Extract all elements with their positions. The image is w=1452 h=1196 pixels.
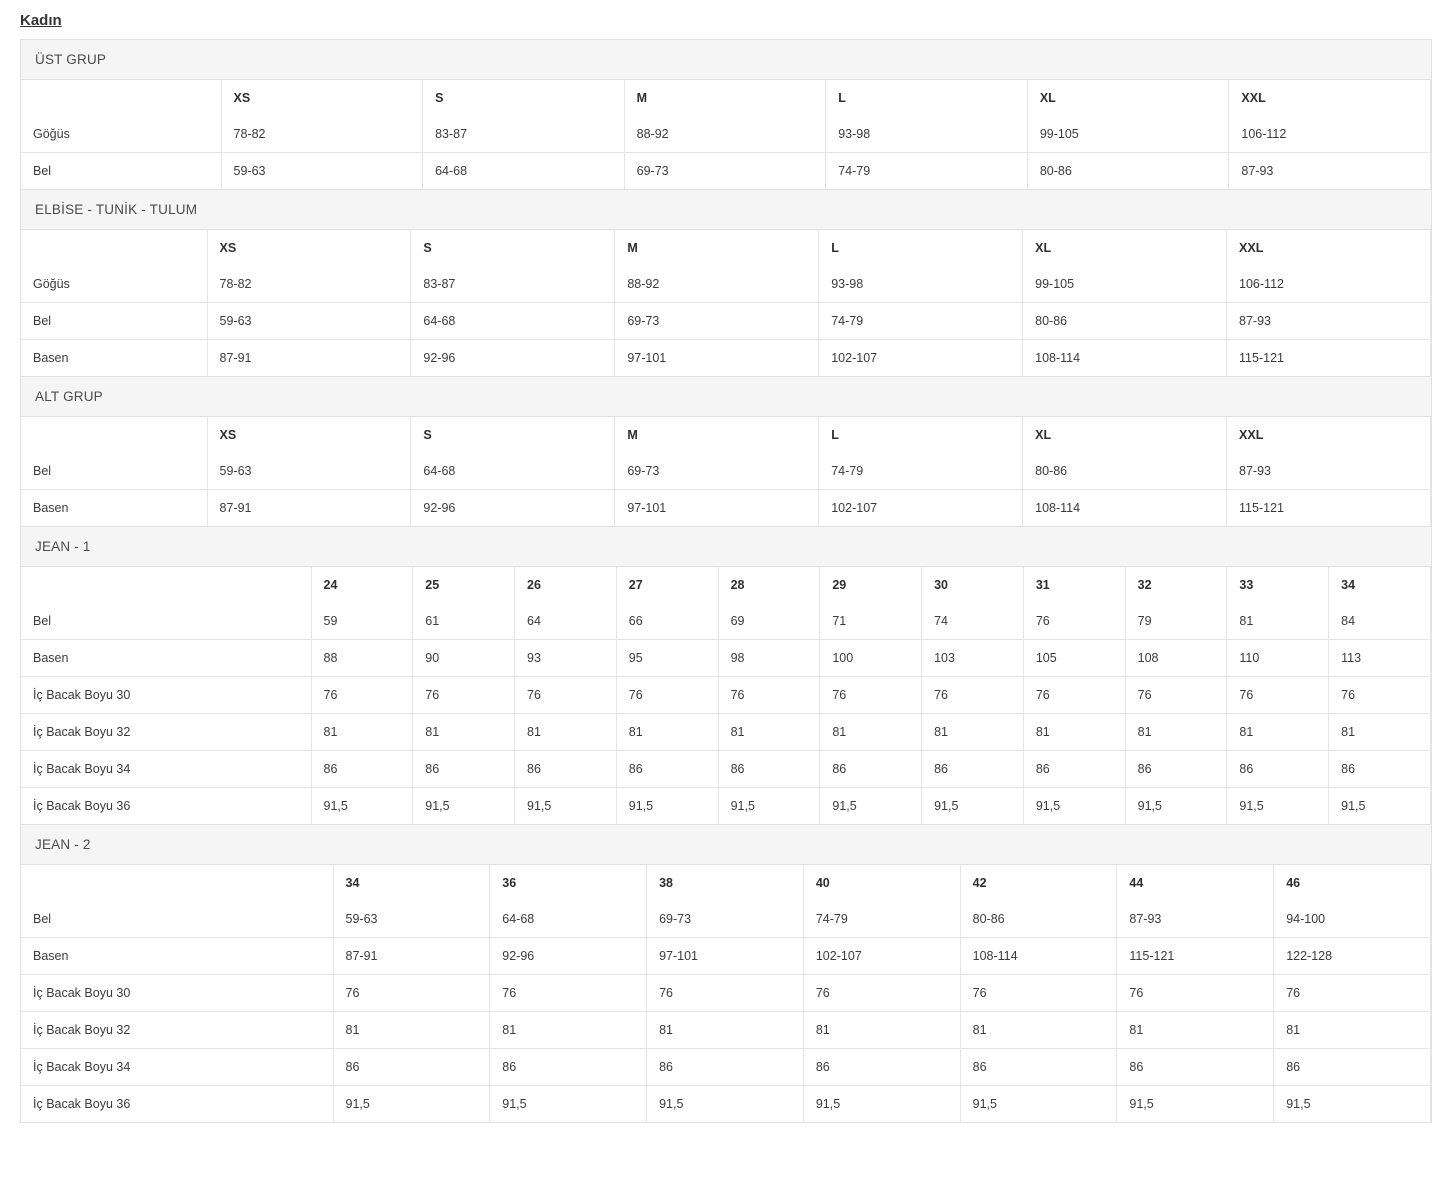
column-header: L: [826, 80, 1028, 116]
measurement-value: 115-121: [1227, 340, 1431, 377]
measurement-value: 76: [803, 975, 960, 1012]
panel-header-elbise-tunik-tulum: ELBİSE - TUNİK - TULUM: [21, 190, 1431, 230]
measurement-value: 105: [1023, 640, 1125, 677]
measurement-value: 69-73: [624, 153, 826, 190]
table-corner-cell: [21, 417, 207, 453]
measurement-value: 78-82: [221, 116, 423, 153]
measurement-value: 86: [1125, 751, 1227, 788]
panel-header-alt-grup: ALT GRUP: [21, 377, 1431, 417]
table-header-row: [21, 865, 1431, 901]
table-row: [21, 116, 1431, 153]
column-header: 30: [922, 567, 1024, 603]
column-header: 44: [1117, 865, 1274, 901]
column-header: S: [411, 417, 615, 453]
table-row: [21, 340, 1431, 377]
measurement-value: 71: [820, 603, 922, 640]
measurement-value: 122-128: [1274, 938, 1431, 975]
measurement-label: Bel: [21, 603, 311, 640]
measurement-value: 86: [647, 1049, 804, 1086]
column-header: M: [615, 230, 819, 266]
measurement-value: 76: [1227, 677, 1329, 714]
column-header: M: [615, 417, 819, 453]
column-header: 34: [333, 865, 490, 901]
column-header: 38: [647, 865, 804, 901]
measurement-value: 108-114: [1023, 490, 1227, 527]
measurement-value: 81: [311, 714, 413, 751]
measurement-value: 102-107: [819, 340, 1023, 377]
measurement-value: 88-92: [624, 116, 826, 153]
column-header: 28: [718, 567, 820, 603]
measurement-value: 74-79: [819, 453, 1023, 490]
measurement-value: 91,5: [616, 788, 718, 825]
measurement-value: 76: [820, 677, 922, 714]
measurement-value: 87-93: [1117, 901, 1274, 938]
measurement-value: 93-98: [826, 116, 1028, 153]
measurement-value: 86: [820, 751, 922, 788]
table-row: [21, 453, 1431, 490]
measurement-value: 76: [413, 677, 515, 714]
measurement-value: 80-86: [1027, 153, 1229, 190]
measurement-value: 108-114: [960, 938, 1117, 975]
measurement-value: 64-68: [411, 303, 615, 340]
column-header: 33: [1227, 567, 1329, 603]
measurement-value: 86: [803, 1049, 960, 1086]
measurement-value: 91,5: [413, 788, 515, 825]
measurement-label: Basen: [21, 490, 207, 527]
column-header: XS: [221, 80, 423, 116]
column-header: 25: [413, 567, 515, 603]
measurement-value: 78-82: [207, 266, 411, 303]
measurement-value: 86: [1274, 1049, 1431, 1086]
table-row: [21, 266, 1431, 303]
table-row: [21, 788, 1431, 825]
measurement-value: 115-121: [1227, 490, 1431, 527]
table-corner-cell: [21, 865, 333, 901]
panel-header-ust-grup: ÜST GRUP: [21, 40, 1431, 80]
measurement-value: 59: [311, 603, 413, 640]
size-table-alt-grup: [21, 417, 1431, 526]
table-row: [21, 1012, 1431, 1049]
measurement-value: 87-93: [1227, 303, 1431, 340]
measurement-value: 80-86: [1023, 453, 1227, 490]
measurement-value: 69: [718, 603, 820, 640]
measurement-value: 76: [1023, 603, 1125, 640]
measurement-value: 91,5: [718, 788, 820, 825]
measurement-value: 93: [515, 640, 617, 677]
measurement-value: 81: [515, 714, 617, 751]
measurement-value: 91,5: [1274, 1086, 1431, 1123]
measurement-value: 81: [922, 714, 1024, 751]
measurement-label: İç Bacak Boyu 30: [21, 975, 333, 1012]
measurement-value: 81: [616, 714, 718, 751]
table-header-row: [21, 230, 1431, 266]
page-title: Kadın: [20, 12, 62, 29]
measurement-label: İç Bacak Boyu 30: [21, 677, 311, 714]
measurement-value: 69-73: [647, 901, 804, 938]
measurement-value: 86: [616, 751, 718, 788]
measurement-value: 94-100: [1274, 901, 1431, 938]
measurement-value: 87-93: [1227, 453, 1431, 490]
column-header: S: [411, 230, 615, 266]
column-header: XXL: [1227, 417, 1431, 453]
measurement-value: 86: [333, 1049, 490, 1086]
measurement-value: 76: [1125, 677, 1227, 714]
measurement-value: 91,5: [820, 788, 922, 825]
measurement-value: 76: [1274, 975, 1431, 1012]
measurement-value: 66: [616, 603, 718, 640]
measurement-value: 59-63: [333, 901, 490, 938]
measurement-value: 97-101: [615, 490, 819, 527]
size-panel-elbise-tunik-tulum: [20, 190, 1432, 377]
column-header: XL: [1023, 230, 1227, 266]
measurement-value: 91,5: [333, 1086, 490, 1123]
measurement-value: 91,5: [647, 1086, 804, 1123]
measurement-value: 76: [616, 677, 718, 714]
measurement-value: 76: [333, 975, 490, 1012]
measurement-value: 86: [718, 751, 820, 788]
measurement-value: 92-96: [411, 340, 615, 377]
measurement-value: 80-86: [1023, 303, 1227, 340]
table-header-row: [21, 567, 1431, 603]
table-row: [21, 303, 1431, 340]
measurement-value: 99-105: [1023, 266, 1227, 303]
table-row: [21, 677, 1431, 714]
measurement-value: 59-63: [207, 303, 411, 340]
measurement-value: 86: [1023, 751, 1125, 788]
measurement-value: 64-68: [423, 153, 625, 190]
column-header: L: [819, 230, 1023, 266]
measurement-value: 86: [1117, 1049, 1274, 1086]
measurement-value: 83-87: [411, 266, 615, 303]
size-table-jean-2: [21, 865, 1431, 1122]
measurement-value: 108-114: [1023, 340, 1227, 377]
measurement-value: 99-105: [1027, 116, 1229, 153]
table-row: [21, 751, 1431, 788]
measurement-value: 97-101: [647, 938, 804, 975]
measurement-value: 86: [922, 751, 1024, 788]
measurement-label: Basen: [21, 640, 311, 677]
measurement-value: 81: [1023, 714, 1125, 751]
measurement-label: Basen: [21, 340, 207, 377]
measurement-value: 81: [1117, 1012, 1274, 1049]
measurement-label: Basen: [21, 938, 333, 975]
table-corner-cell: [21, 230, 207, 266]
panel-header-jean-2: JEAN - 2: [21, 825, 1431, 865]
measurement-value: 108: [1125, 640, 1227, 677]
column-header: XXL: [1227, 230, 1431, 266]
table-corner-cell: [21, 80, 221, 116]
measurement-value: 88: [311, 640, 413, 677]
column-header: 40: [803, 865, 960, 901]
measurement-value: 110: [1227, 640, 1329, 677]
measurement-value: 113: [1329, 640, 1431, 677]
table-corner-cell: [21, 567, 311, 603]
measurement-value: 64-68: [411, 453, 615, 490]
column-header: XXL: [1229, 80, 1431, 116]
measurement-value: 86: [490, 1049, 647, 1086]
measurement-value: 100: [820, 640, 922, 677]
column-header: XS: [207, 417, 411, 453]
measurement-value: 91,5: [1329, 788, 1431, 825]
measurement-value: 74-79: [819, 303, 1023, 340]
column-header: 31: [1023, 567, 1125, 603]
measurement-value: 86: [311, 751, 413, 788]
measurement-value: 115-121: [1117, 938, 1274, 975]
table-row: [21, 938, 1431, 975]
table-header-row: [21, 80, 1431, 116]
measurement-label: İç Bacak Boyu 34: [21, 751, 311, 788]
measurement-value: 87-91: [207, 340, 411, 377]
measurement-value: 102-107: [803, 938, 960, 975]
column-header: 36: [490, 865, 647, 901]
panel-header-jean-1: JEAN - 1: [21, 527, 1431, 567]
measurement-value: 90: [413, 640, 515, 677]
measurement-value: 76: [922, 677, 1024, 714]
measurement-value: 91,5: [922, 788, 1024, 825]
measurement-value: 81: [1227, 603, 1329, 640]
measurement-label: Bel: [21, 901, 333, 938]
measurement-value: 87-91: [207, 490, 411, 527]
measurement-value: 76: [515, 677, 617, 714]
measurement-value: 81: [1125, 714, 1227, 751]
measurement-value: 91,5: [1227, 788, 1329, 825]
column-header: 42: [960, 865, 1117, 901]
size-panel-alt-grup: [20, 377, 1432, 527]
measurement-value: 74: [922, 603, 1024, 640]
measurement-value: 81: [1274, 1012, 1431, 1049]
measurement-label: Bel: [21, 153, 221, 190]
measurement-value: 81: [490, 1012, 647, 1049]
column-header: 26: [515, 567, 617, 603]
measurement-label: Göğüs: [21, 116, 221, 153]
measurement-value: 76: [311, 677, 413, 714]
column-header: 29: [820, 567, 922, 603]
measurement-value: 91,5: [1023, 788, 1125, 825]
measurement-value: 91,5: [515, 788, 617, 825]
measurement-value: 81: [413, 714, 515, 751]
measurement-value: 81: [1329, 714, 1431, 751]
table-row: [21, 714, 1431, 751]
measurement-value: 81: [803, 1012, 960, 1049]
size-table-ust-grup: [21, 80, 1431, 189]
measurement-value: 86: [413, 751, 515, 788]
measurement-value: 87-91: [333, 938, 490, 975]
measurement-value: 87-93: [1229, 153, 1431, 190]
measurement-value: 86: [1329, 751, 1431, 788]
table-row: [21, 975, 1431, 1012]
measurement-value: 64: [515, 603, 617, 640]
column-header: 34: [1329, 567, 1431, 603]
measurement-value: 69-73: [615, 303, 819, 340]
measurement-value: 76: [1329, 677, 1431, 714]
measurement-value: 76: [960, 975, 1117, 1012]
measurement-value: 76: [490, 975, 647, 1012]
table-header-row: [21, 417, 1431, 453]
measurement-value: 91,5: [1117, 1086, 1274, 1123]
measurement-value: 83-87: [423, 116, 625, 153]
table-row: [21, 490, 1431, 527]
measurement-label: İç Bacak Boyu 36: [21, 788, 311, 825]
measurement-value: 81: [820, 714, 922, 751]
column-header: 27: [616, 567, 718, 603]
measurement-value: 88-92: [615, 266, 819, 303]
column-header: M: [624, 80, 826, 116]
measurement-label: İç Bacak Boyu 32: [21, 714, 311, 751]
measurement-value: 98: [718, 640, 820, 677]
table-row: [21, 1049, 1431, 1086]
measurement-value: 76: [647, 975, 804, 1012]
table-row: [21, 640, 1431, 677]
size-table-jean-1: [21, 567, 1431, 824]
column-header: XL: [1027, 80, 1229, 116]
column-header: XS: [207, 230, 411, 266]
measurement-value: 103: [922, 640, 1024, 677]
size-panel-jean-1: [20, 527, 1432, 825]
measurement-value: 92-96: [490, 938, 647, 975]
measurement-value: 61: [413, 603, 515, 640]
size-panel-jean-2: [20, 825, 1432, 1123]
column-header: S: [423, 80, 625, 116]
measurement-value: 93-98: [819, 266, 1023, 303]
column-header: L: [819, 417, 1023, 453]
measurement-value: 97-101: [615, 340, 819, 377]
measurement-value: 76: [1117, 975, 1274, 1012]
column-header: 32: [1125, 567, 1227, 603]
table-row: [21, 901, 1431, 938]
measurement-label: İç Bacak Boyu 32: [21, 1012, 333, 1049]
size-table-elbise-tunik-tulum: [21, 230, 1431, 376]
column-header: XL: [1023, 417, 1227, 453]
measurement-value: 64-68: [490, 901, 647, 938]
column-header: 46: [1274, 865, 1431, 901]
measurement-value: 91,5: [311, 788, 413, 825]
measurement-value: 76: [718, 677, 820, 714]
measurement-label: İç Bacak Boyu 36: [21, 1086, 333, 1123]
measurement-label: Bel: [21, 453, 207, 490]
measurement-value: 91,5: [1125, 788, 1227, 825]
measurement-value: 95: [616, 640, 718, 677]
measurement-value: 86: [515, 751, 617, 788]
measurement-label: Göğüs: [21, 266, 207, 303]
measurement-label: Bel: [21, 303, 207, 340]
size-tables-container: [0, 39, 1452, 1123]
measurement-value: 81: [1227, 714, 1329, 751]
measurement-value: 69-73: [615, 453, 819, 490]
measurement-value: 80-86: [960, 901, 1117, 938]
measurement-value: 86: [960, 1049, 1117, 1086]
measurement-value: 102-107: [819, 490, 1023, 527]
measurement-value: 91,5: [490, 1086, 647, 1123]
table-row: [21, 1086, 1431, 1123]
measurement-value: 81: [647, 1012, 804, 1049]
table-row: [21, 153, 1431, 190]
measurement-value: 86: [1227, 751, 1329, 788]
column-header: 24: [311, 567, 413, 603]
measurement-value: 59-63: [221, 153, 423, 190]
table-row: [21, 603, 1431, 640]
measurement-value: 74-79: [826, 153, 1028, 190]
measurement-value: 76: [1023, 677, 1125, 714]
measurement-value: 106-112: [1227, 266, 1431, 303]
measurement-value: 81: [718, 714, 820, 751]
measurement-value: 84: [1329, 603, 1431, 640]
measurement-value: 74-79: [803, 901, 960, 938]
measurement-value: 81: [960, 1012, 1117, 1049]
measurement-label: İç Bacak Boyu 34: [21, 1049, 333, 1086]
measurement-value: 81: [333, 1012, 490, 1049]
size-panel-ust-grup: [20, 39, 1432, 190]
measurement-value: 59-63: [207, 453, 411, 490]
measurement-value: 91,5: [803, 1086, 960, 1123]
measurement-value: 92-96: [411, 490, 615, 527]
measurement-value: 91,5: [960, 1086, 1117, 1123]
measurement-value: 106-112: [1229, 116, 1431, 153]
measurement-value: 79: [1125, 603, 1227, 640]
